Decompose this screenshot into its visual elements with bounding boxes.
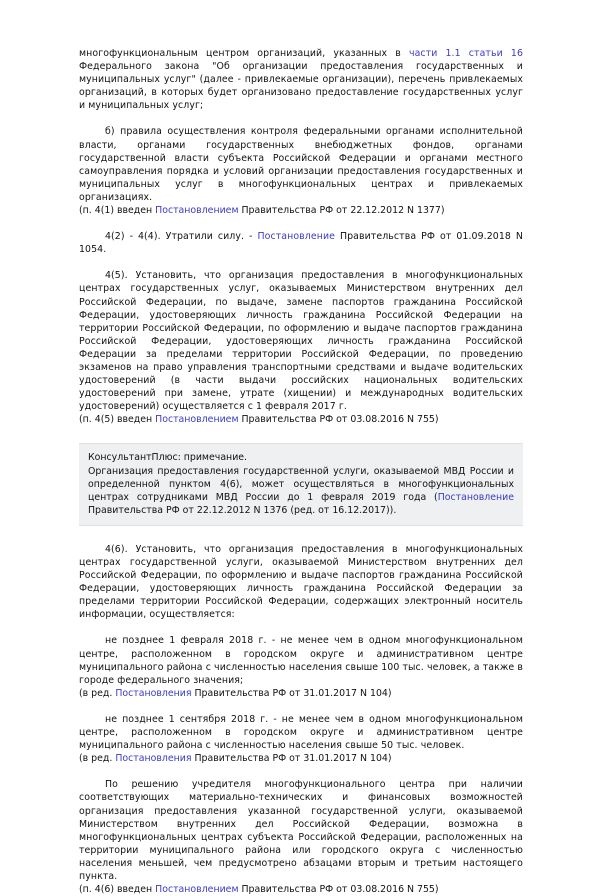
text-segment: (п. 4(1) введен — [79, 205, 156, 217]
source-note-4-6 — [79, 883, 523, 896]
source-note-4-1 — [79, 204, 523, 217]
text-segment: Организация предоставления государственной услуги, оказываемой МВД России и определенной пунктом 4(6), может осуществляться в многофункциональных центрах сотрудниками МВД России до 1 февраля 2019 года ( — [88, 465, 514, 503]
note-heading: КонсультантПлюс: примечание. — [88, 452, 248, 464]
source-note-104-second — [79, 752, 523, 765]
paragraph-subitem-a-continuation — [79, 47, 523, 112]
paragraph-spacer — [79, 112, 523, 125]
note-body — [88, 465, 514, 517]
text-segment: Правительства РФ от 22.12.2012 N 1376 (ред. от 16.12.2017)). — [88, 504, 397, 516]
document-text-body — [79, 47, 523, 896]
text-segment: (п. 4(6) введен — [79, 884, 156, 896]
paragraph-spacer — [79, 526, 523, 543]
text-segment: 4(2) - 4(4). Утратили силу. - — [105, 231, 258, 243]
link-postanovlenie-1054[interactable]: Постановление — [257, 231, 335, 243]
paragraph-spacer — [79, 765, 523, 778]
text-segment: многофункциональным центром организаций, указанных в — [79, 48, 409, 59]
paragraph-spacer — [79, 621, 523, 634]
link-postanovleniem-1377[interactable]: Постановлением — [155, 205, 239, 217]
paragraph-spacer — [79, 700, 523, 713]
text-segment: Правительства РФ от 03.08.2016 N 755) — [238, 414, 439, 426]
paragraph-spacer — [79, 256, 523, 269]
paragraph-item-4-2-4-4 — [79, 230, 523, 256]
text-segment: (в ред. — [79, 687, 116, 699]
text-segment: Правительства РФ от 22.12.2012 N 1377) — [238, 205, 445, 217]
paragraph-founder-decision: По решению учредителя многофункционального центра при наличии соответствующих материально-технических и финансовых возможностей организация предоставления указанной государственной услуги, оказываемой Министерством внутренних дел Российской Федерации, возможна в многофункциональных центрах субъекта Российской Федерации, расположенных на территории муниципального района или городского округа с численностью населения меньшей, чем предусмотрено абзацами вторым и третьим настоящего пункта. — [79, 779, 523, 882]
link-postanovleniya-104-a[interactable]: Постановления — [115, 687, 192, 699]
link-postanovleniem-755-b[interactable]: Постановлением — [155, 884, 239, 896]
paragraph-subitem-b: б) правила осуществления контроля федеральными органами исполнительной власти, органами государственных внебюджетных фондов, органами государственной власти субъекта Российской Федерации и органами местного самоуправления порядка и условий организации предоставления государственных и муниципальных услуг в многофункциональных центрах и привлекаемых организациях. — [79, 126, 523, 203]
text-segment: (в ред. — [79, 753, 116, 765]
link-chast-1-1-statyi-16[interactable]: части 1.1 статьи 16 — [408, 48, 523, 59]
source-note-104-first — [79, 687, 523, 700]
paragraph-item-4-6: 4(6). Установить, что организация предоставления в многофункциональных центрах государственной услуги, оказываемой Министерством внутренних дел Российской Федерации, по оформлению и выдаче паспортов гражданина Российской Федерации, удостоверяющих личность гражданина Российской Федерации за пределами территории Российской Федерации, содержащих электронный носитель информации, осуществляется: — [79, 543, 523, 621]
paragraph-deadline-february-2018: не позднее 1 февраля 2018 г. - не менее чем в одном многофункциональном центре, расположенном в городском округе и административном центре муниципального района с численностью населения свыше 100 тыс. человек, а также в городе федерального значения; — [79, 635, 523, 686]
paragraph-item-4-5: 4(5). Установить, что организация предоставления в многофункциональных центрах государственных услуг, оказываемых Министерством внутренних дел Российской Федерации, по выдаче, замене паспортов гражданина Российской Федерации, удостоверяющих личность гражданина Российской Федерации на территории Российской Федерации, по оформлению и выдаче паспортов гражданина Российской Федерации, удостоверяющих личность гражданина Российской Федерации за пределами территории Российской Федерации, по проведению экзаменов на право управления транспортными средствами и выдаче водительских удостоверений (в части выдачи российских национальных водительских удостоверений при замене, утрате (хищении) и международных водительских удостоверений) осуществляется с 1 февраля 2017 г. — [79, 270, 523, 413]
paragraph-deadline-september-2018: не позднее 1 сентября 2018 г. - не менее чем в одном многофункциональном центре, расположенном в городском округе и административном центре муниципального района с численностью населения свыше 50 тыс. человек. — [79, 713, 523, 752]
text-segment: Правительства РФ от 31.01.2017 N 104) — [191, 687, 392, 699]
paragraph-spacer — [79, 426, 523, 443]
link-postanovlenie-1376[interactable]: Постановление — [437, 491, 514, 503]
link-postanovleniya-104-b[interactable]: Постановления — [115, 753, 192, 765]
paragraph-spacer — [79, 217, 523, 230]
text-segment: Федерального закона "Об организации предоставления государственных и муниципальных услуг" (далее - привлекаемые организации), перечень привлекаемых организаций, в которых будет организовано предоставление государственных услуг и муниципальных услуг; — [79, 61, 523, 112]
link-postanovleniem-755-a[interactable]: Постановлением — [155, 414, 239, 426]
text-segment: Правительства РФ от 03.08.2016 N 755) — [238, 884, 439, 896]
text-segment: Правительства РФ от 31.01.2017 N 104) — [191, 753, 392, 765]
text-segment: Правительства РФ от 01.09.2018 N 1054. — [79, 231, 523, 256]
text-segment: (п. 4(5) введен — [79, 414, 156, 426]
consultant-plus-note-box — [79, 443, 523, 525]
source-note-4-5 — [79, 413, 523, 426]
